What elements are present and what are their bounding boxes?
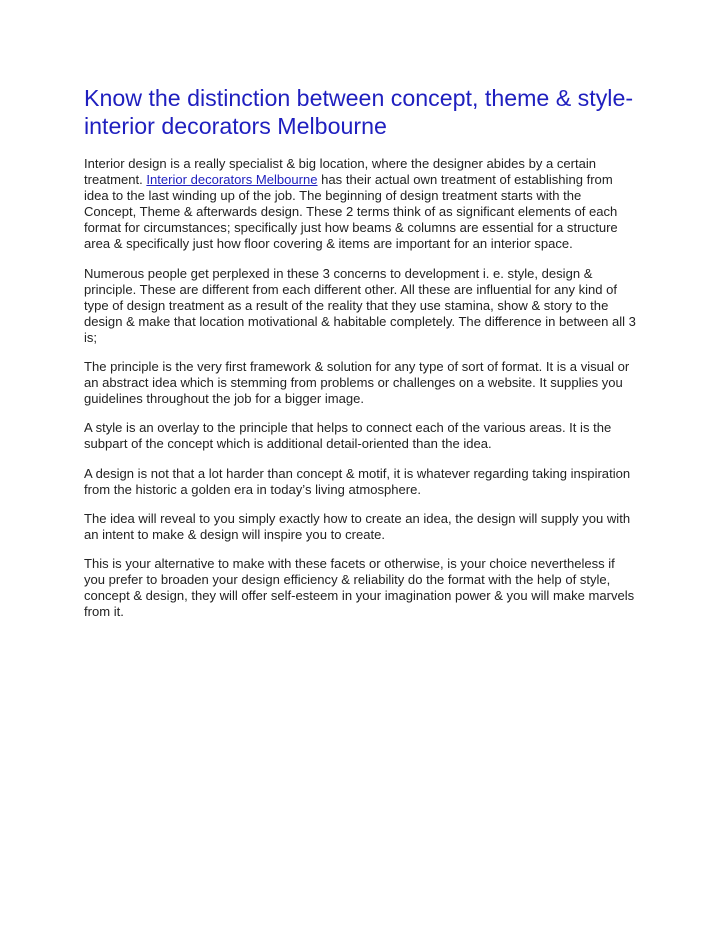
document-page [84,84,636,633]
paragraph-1-text-after: has their actual own treatment of establishing from idea to the last winding up of the job. The beginning of design treatment starts with the Concept, Theme & afterwards design. These 2 terms think of as significant elements of each format for circumstances; specifically just how beams & columns are essential for a structure area & specifically just how floor covering & items are important for an interior space. [84,172,618,252]
paragraph-2: Numerous people get perplexed in these 3 concerns to development i. e. style, design & principle. These are different from each different other. All these are influential for any kind of type of design treatment as a result of the reality that they use stamina, show & story to the design & make that location motivational & habitable completely. The difference in between all 3 is; [84,265,636,345]
paragraph-1-text-before: Interior design is a really specialist & big location, where the designer abides by a certain treatment. [84,156,597,188]
document-title: Know the distinction between concept, theme & style- interior decorators Melbourne [84,85,634,139]
interior-decorators-link[interactable]: Interior decorators Melbourne [146,172,318,188]
paragraph-7: This is your alternative to make with these facets or otherwise, is your choice nevertheless if you prefer to broaden your design efficiency & reliability do the format with the help of style, concept & design, they will offer self-esteem in your imagination power & you will make marvels from it. [84,555,635,620]
paragraph-5: A design is not that a lot harder than concept & motif, it is whatever regarding taking inspiration from the historic a golden era in today’s living atmosphere. [84,465,631,497]
paragraph-1 [84,156,636,253]
paragraph-3: The principle is the very first framework & solution for any type of sort of format. It is a visual or an abstract idea which is stemming from problems or challenges on a website. It supplies you guidelines throughout the job for a bigger image. [84,359,630,407]
paragraph-6: The idea will reveal to you simply exactly how to create an idea, the design will supply you with an intent to make & design will inspire you to create. [84,510,631,542]
paragraph-4: A style is an overlay to the principle that helps to connect each of the various areas. It is the subpart of the concept which is additional detail-oriented than the idea. [84,420,612,452]
